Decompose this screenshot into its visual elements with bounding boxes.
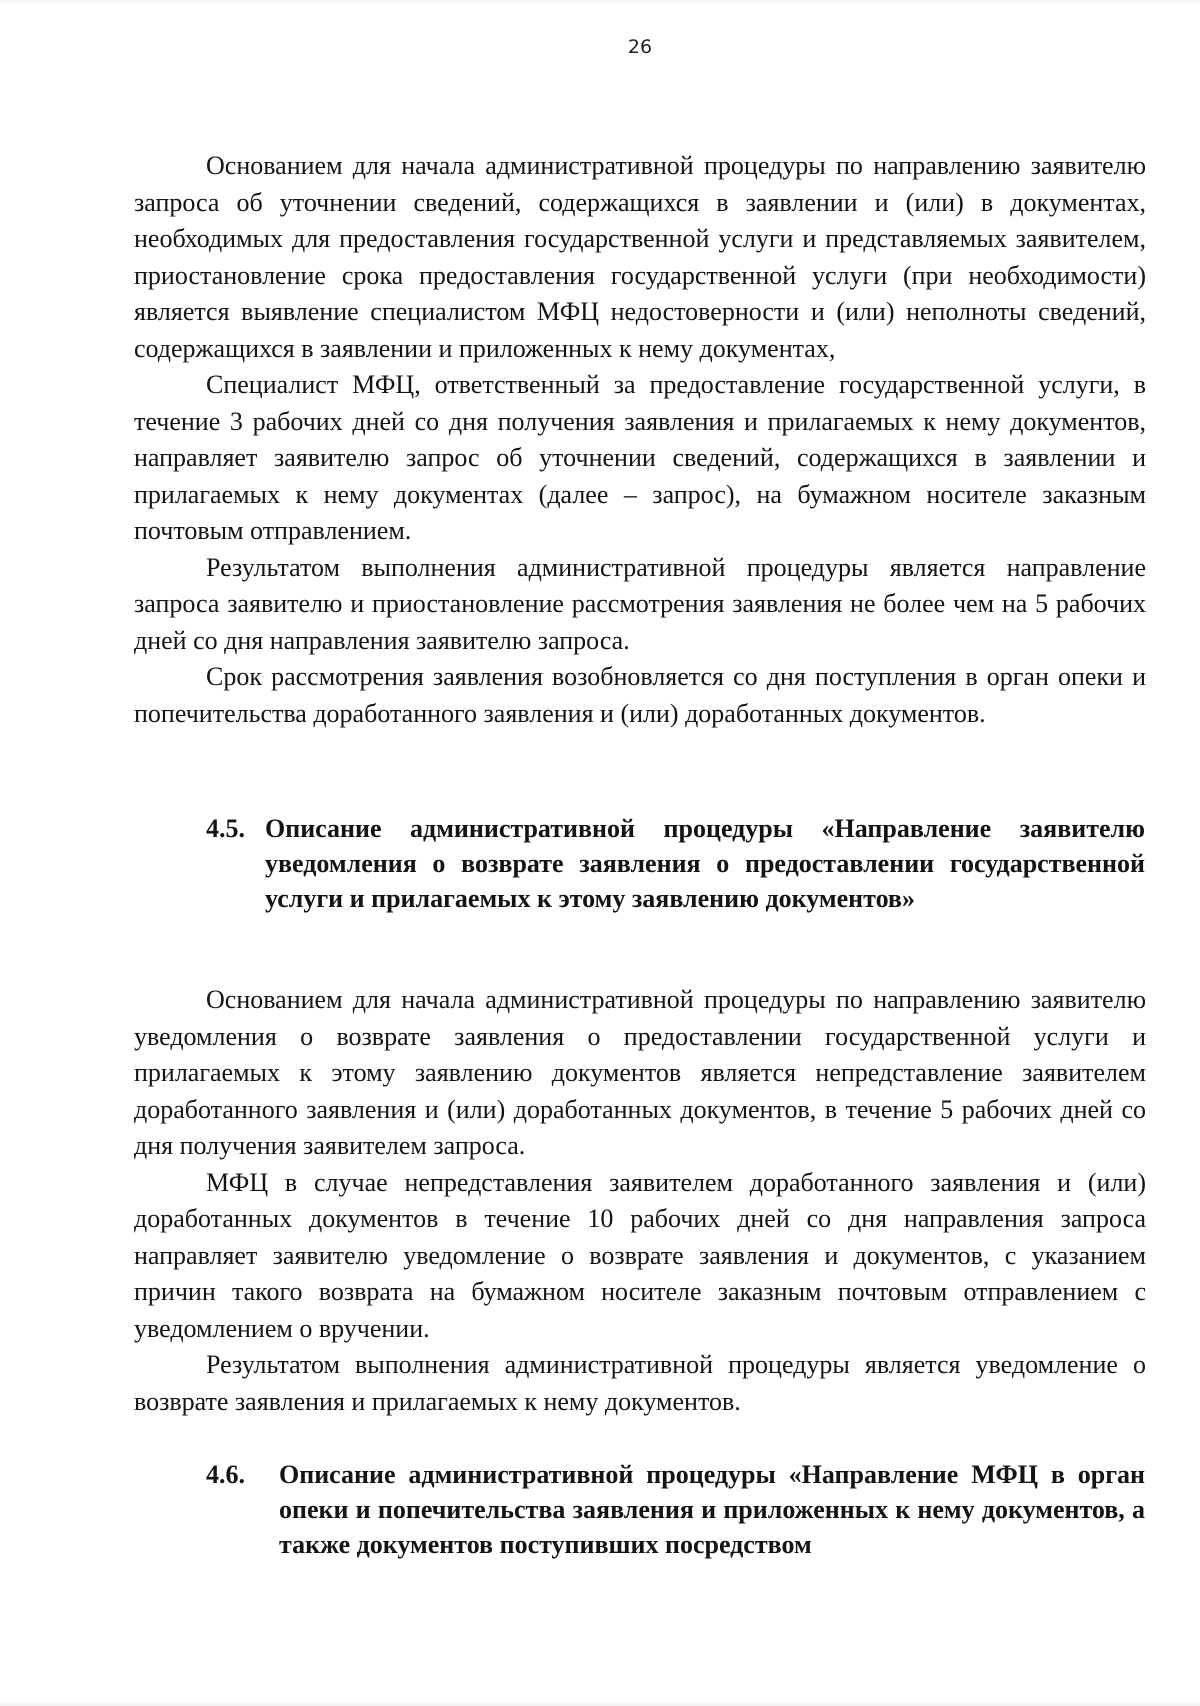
paragraph: Результатом выполнения административной процедуры является направление запроса заявителю и приостановление рассмотрения заявления не более чем на 5 рабочих дней со дня направления заявителю запроса. [134, 552, 1146, 655]
paragraph: Результатом выполнения административной процедуры является уведомление о возврате заявления и прилагаемых к нему документов. [134, 1350, 1146, 1416]
section-heading-4-6 [206, 1457, 1145, 1562]
paragraph: МФЦ в случае непредставления заявителем доработанного заявления и (или) доработанных документов в течение 10 рабочих дней со дня направления запроса направляет заявителю уведомление о возврате заявления и документов, с указанием причин такого возврата на бумажном носителе заказным почтовым отправлением с уведомлением о вручении. [134, 1167, 1146, 1343]
section-number: 4.5. [206, 814, 245, 843]
scan-edge-top [0, 0, 1200, 6]
page-number: 26 [627, 36, 653, 58]
text-block-procedure-request [134, 148, 1146, 732]
text-block-procedure-return [134, 982, 1146, 1420]
paragraph: Срок рассмотрения заявления возобновляется со дня поступления в орган опеки и попечительства доработанного заявления и (или) доработанных документов. [134, 662, 1146, 728]
section-number: 4.6. [206, 1460, 245, 1489]
paragraph: Основанием для начала административной процедуры по направлению заявителю запроса об уточнении сведений, содержащихся в заявлении и (или) в документах, необходимых для предоставления государственной услуги и представляемых заявителем, приостановление срока предоставления государственной услуги (при необходимости) является выявление специалистом МФЦ недостоверности и (или) неполноты сведений, содержащихся в заявлении и приложенных к нему документах, [134, 151, 1146, 363]
scan-edge-bottom [0, 1700, 1200, 1706]
paragraph: Специалист МФЦ, ответственный за предоставление государственной услуги, в течение 3 рабочих дней со дня получения заявления и прилагаемых к нему документов, направляет заявителю запрос об уточнении сведений, содержащихся в заявлении и прилагаемых к нему документах (далее – запрос), на бумажном носителе заказным почтовым отправлением. [134, 370, 1146, 545]
paragraph: Основанием для начала административной процедуры по направлению заявителю уведомления о возврате заявления о предоставлении государственной услуги и прилагаемых к этому заявлению документов является непредставление заявителем доработанного заявления и (или) доработанных документов, в течение 5 рабочих дней со дня получения заявителем запроса. [134, 985, 1146, 1160]
section-heading-4-5 [206, 811, 1145, 916]
section-title: Описание административной процедуры «Направление заявителю уведомления о возврате заявления о предоставлении государственной услуги и прилагаемых к этому заявлению документов» [265, 814, 1145, 913]
section-title: Описание административной процедуры «Направление МФЦ в орган опеки и попечительства заявления и приложенных к нему документов, а также документов поступивших посредством [279, 1460, 1145, 1559]
